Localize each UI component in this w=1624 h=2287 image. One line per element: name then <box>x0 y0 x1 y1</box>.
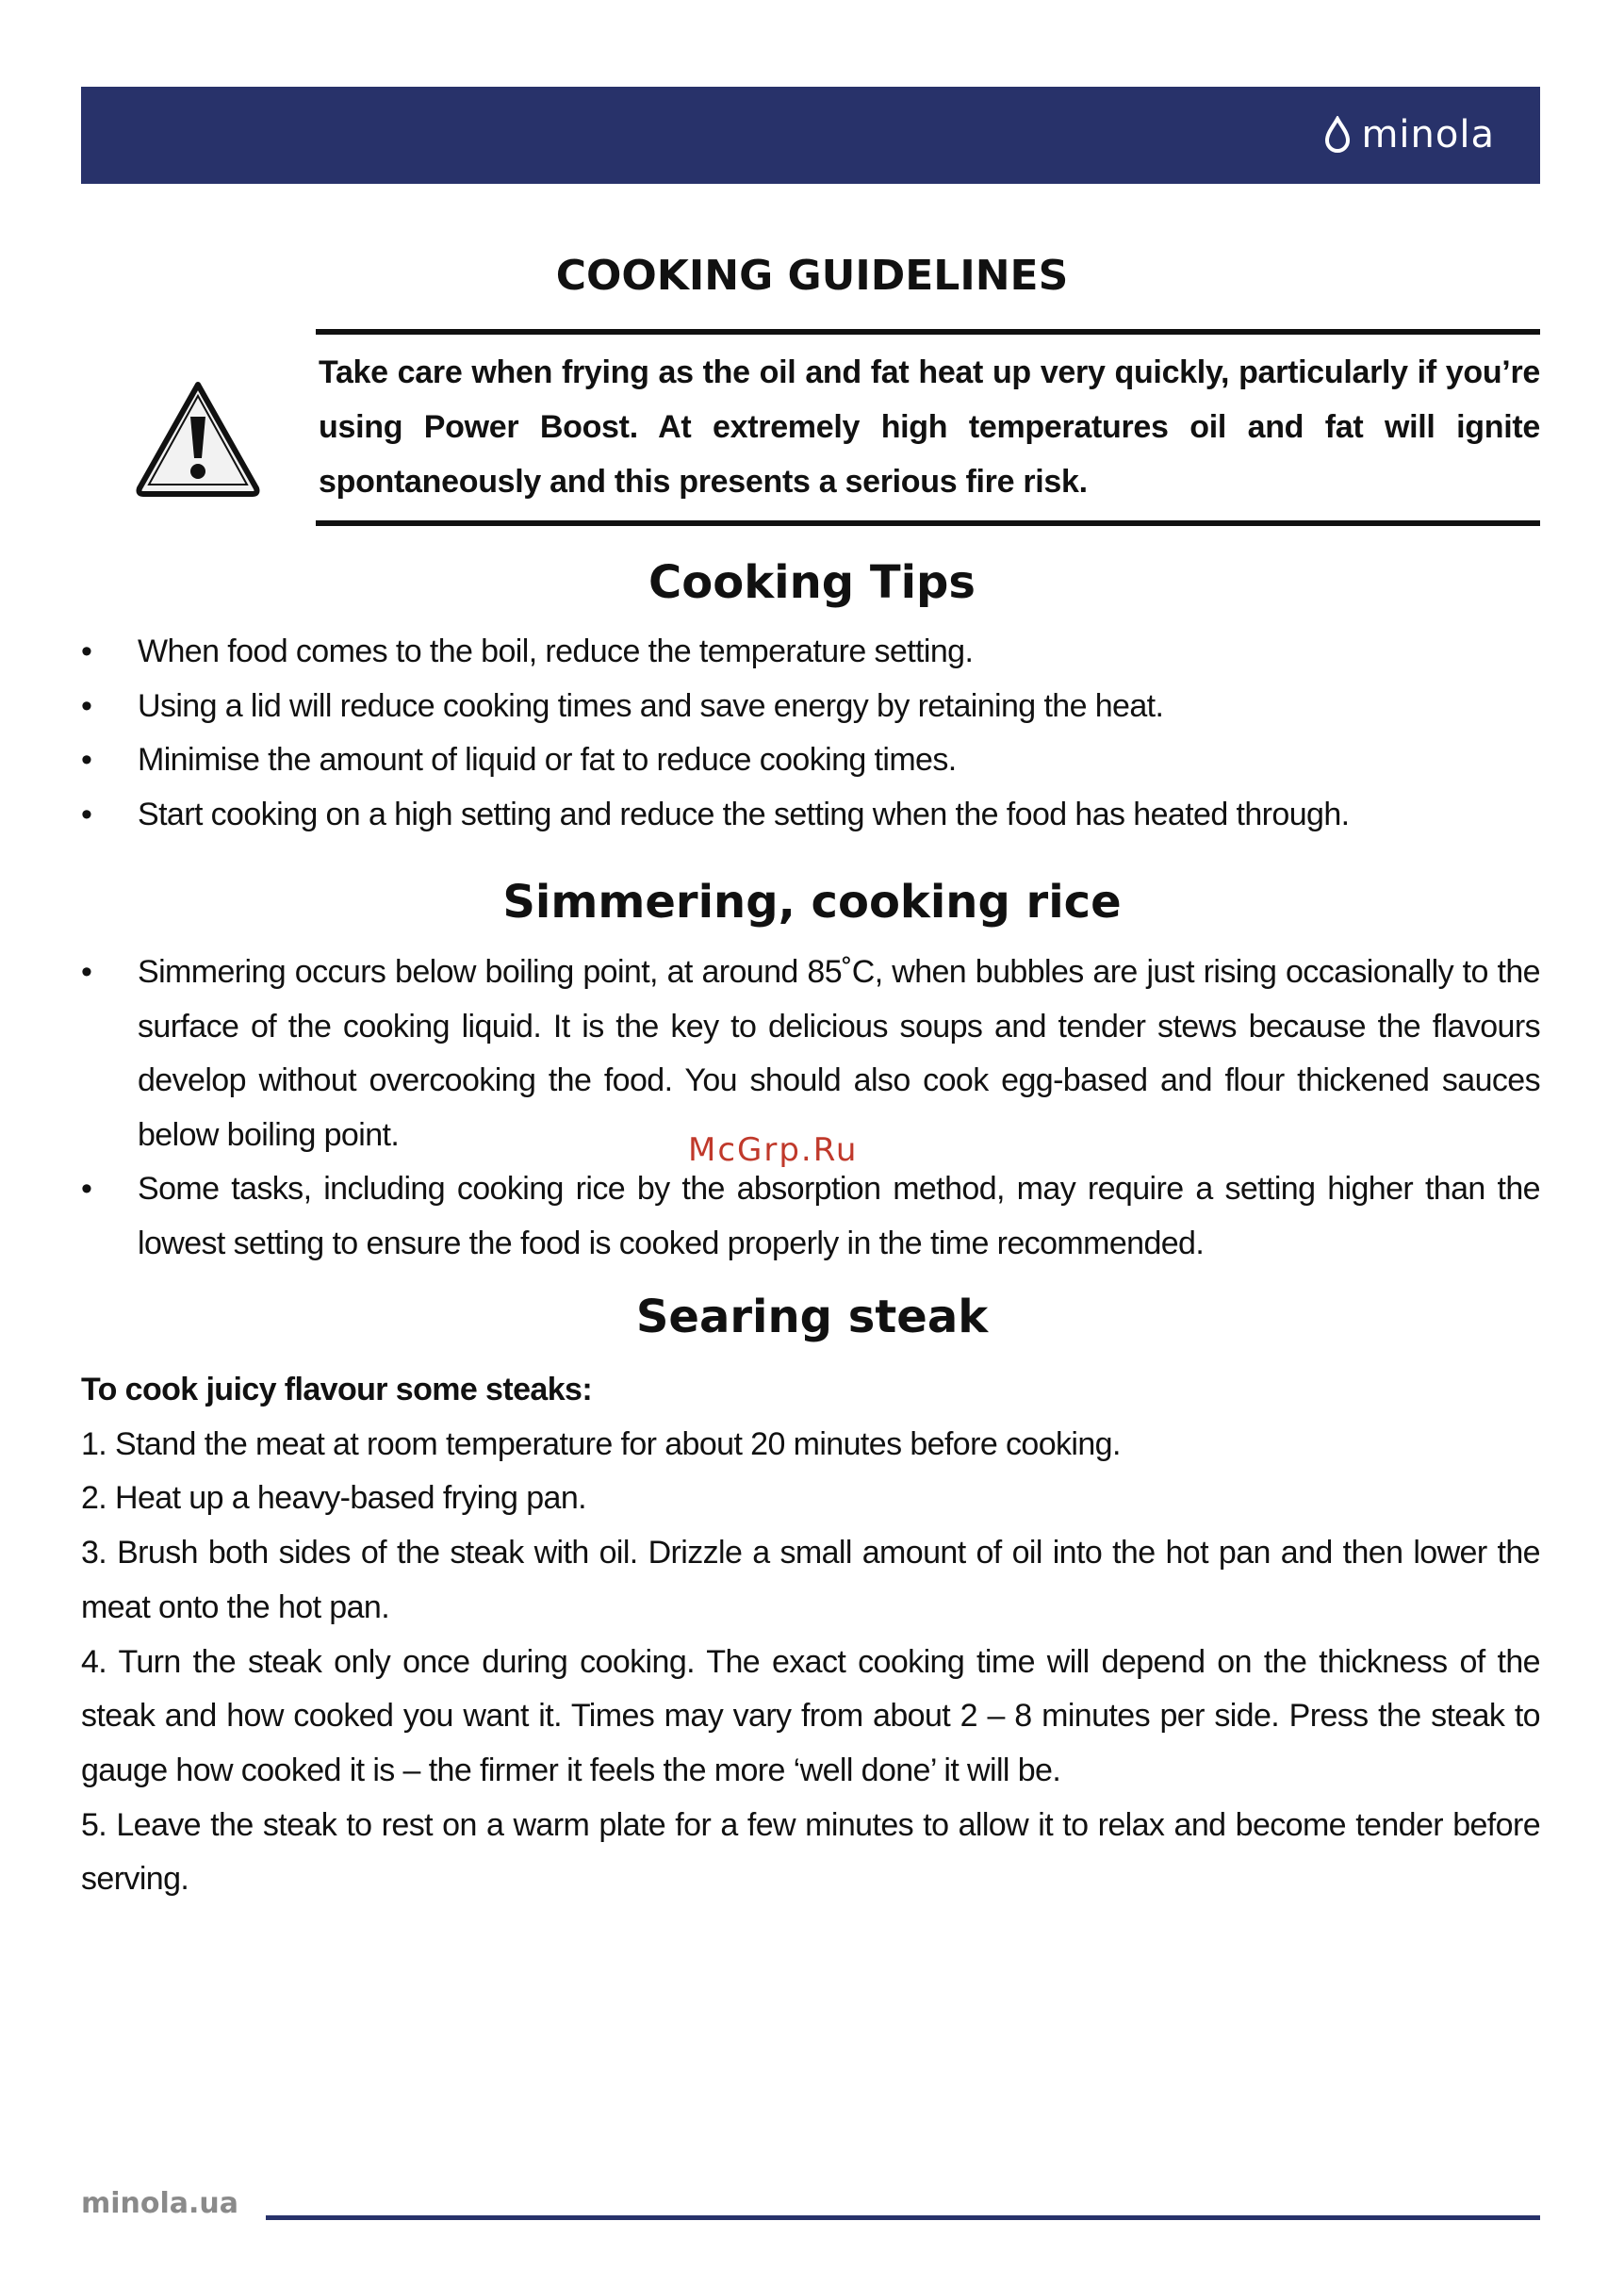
brand-logo <box>1323 109 1495 160</box>
step-item: 2. Heat up a heavy-based frying pan. <box>81 1480 586 1517</box>
warning-rule-top <box>316 329 1540 335</box>
page-title: COOKING GUIDELINES <box>555 252 1069 300</box>
list-item: • Simmering occurs below boiling point, at around 85˚C, when bubbles are just rising occasionally to the surface of the cooking liquid. It is the key to delicious soups and tender stews because the flavours develop without overcooking the food. You should also cook egg-based and flour thickened sauces below boiling point. <box>81 946 1540 1162</box>
logo-drop-icon <box>1323 116 1352 154</box>
step-item: 1. Stand the meat at room temperature for about 20 minutes before cooking. <box>81 1425 1121 1462</box>
simmering-heading: Simmering, cooking rice <box>502 876 1122 929</box>
list-item: • Start cooking on a high setting and reduce the setting when the food has heated through. <box>81 788 1540 843</box>
header-bar <box>81 87 1540 184</box>
list-item: • Using a lid will reduce cooking times and save energy by retaining the heat. <box>81 680 1540 734</box>
step-item: 3. Brush both sides of the steak with oil. Drizzle a small amount of oil into the hot pan and then lower the meat onto the hot pan. <box>81 1535 1540 1625</box>
footer-site-link[interactable]: minola.ua <box>81 2187 239 2220</box>
searing-steps <box>81 1363 1540 1907</box>
searing-heading: Searing steak <box>635 1291 989 1343</box>
watermark: McGrp.Ru <box>688 1131 859 1169</box>
warning-triangle-icon <box>132 377 264 500</box>
warning-text: Take care when frying as the oil and fat heat up very quickly, particularly if you’re using Power Boost. At extremely high temperatures oil and fat will ignite spontaneously and this presents a serious fire risk. <box>319 354 1540 500</box>
simmering-list <box>81 946 1540 1271</box>
brand-name: minola <box>1361 113 1495 156</box>
step-item: 4. Turn the steak only once during cooking. The exact cooking time will depend on the thickness of the steak and how cooked you want it. Times may vary from about 2 – 8 minutes per side. Press the steak to gauge how cooked it is – the firmer it feels the more ‘well done’ it will be. <box>81 1643 1540 1788</box>
cooking-tips-list <box>81 625 1540 842</box>
list-item: • When food comes to the boil, reduce the temperature setting. <box>81 625 1540 680</box>
footer-rule <box>266 2215 1540 2220</box>
cooking-tips-heading: Cooking Tips <box>648 556 976 609</box>
list-item: • Minimise the amount of liquid or fat to reduce cooking times. <box>81 733 1540 788</box>
step-item: 5. Leave the steak to rest on a warm plate for a few minutes to allow it to relax and become tender before serving. <box>81 1806 1540 1898</box>
searing-intro: To cook juicy flavour some steaks: <box>81 1372 593 1407</box>
list-item: • Some tasks, including cooking rice by the absorption method, may require a setting higher than the lowest setting to ensure the food is cooked properly in the time recommended. <box>81 1162 1540 1271</box>
warning-rule-bottom <box>316 520 1540 526</box>
